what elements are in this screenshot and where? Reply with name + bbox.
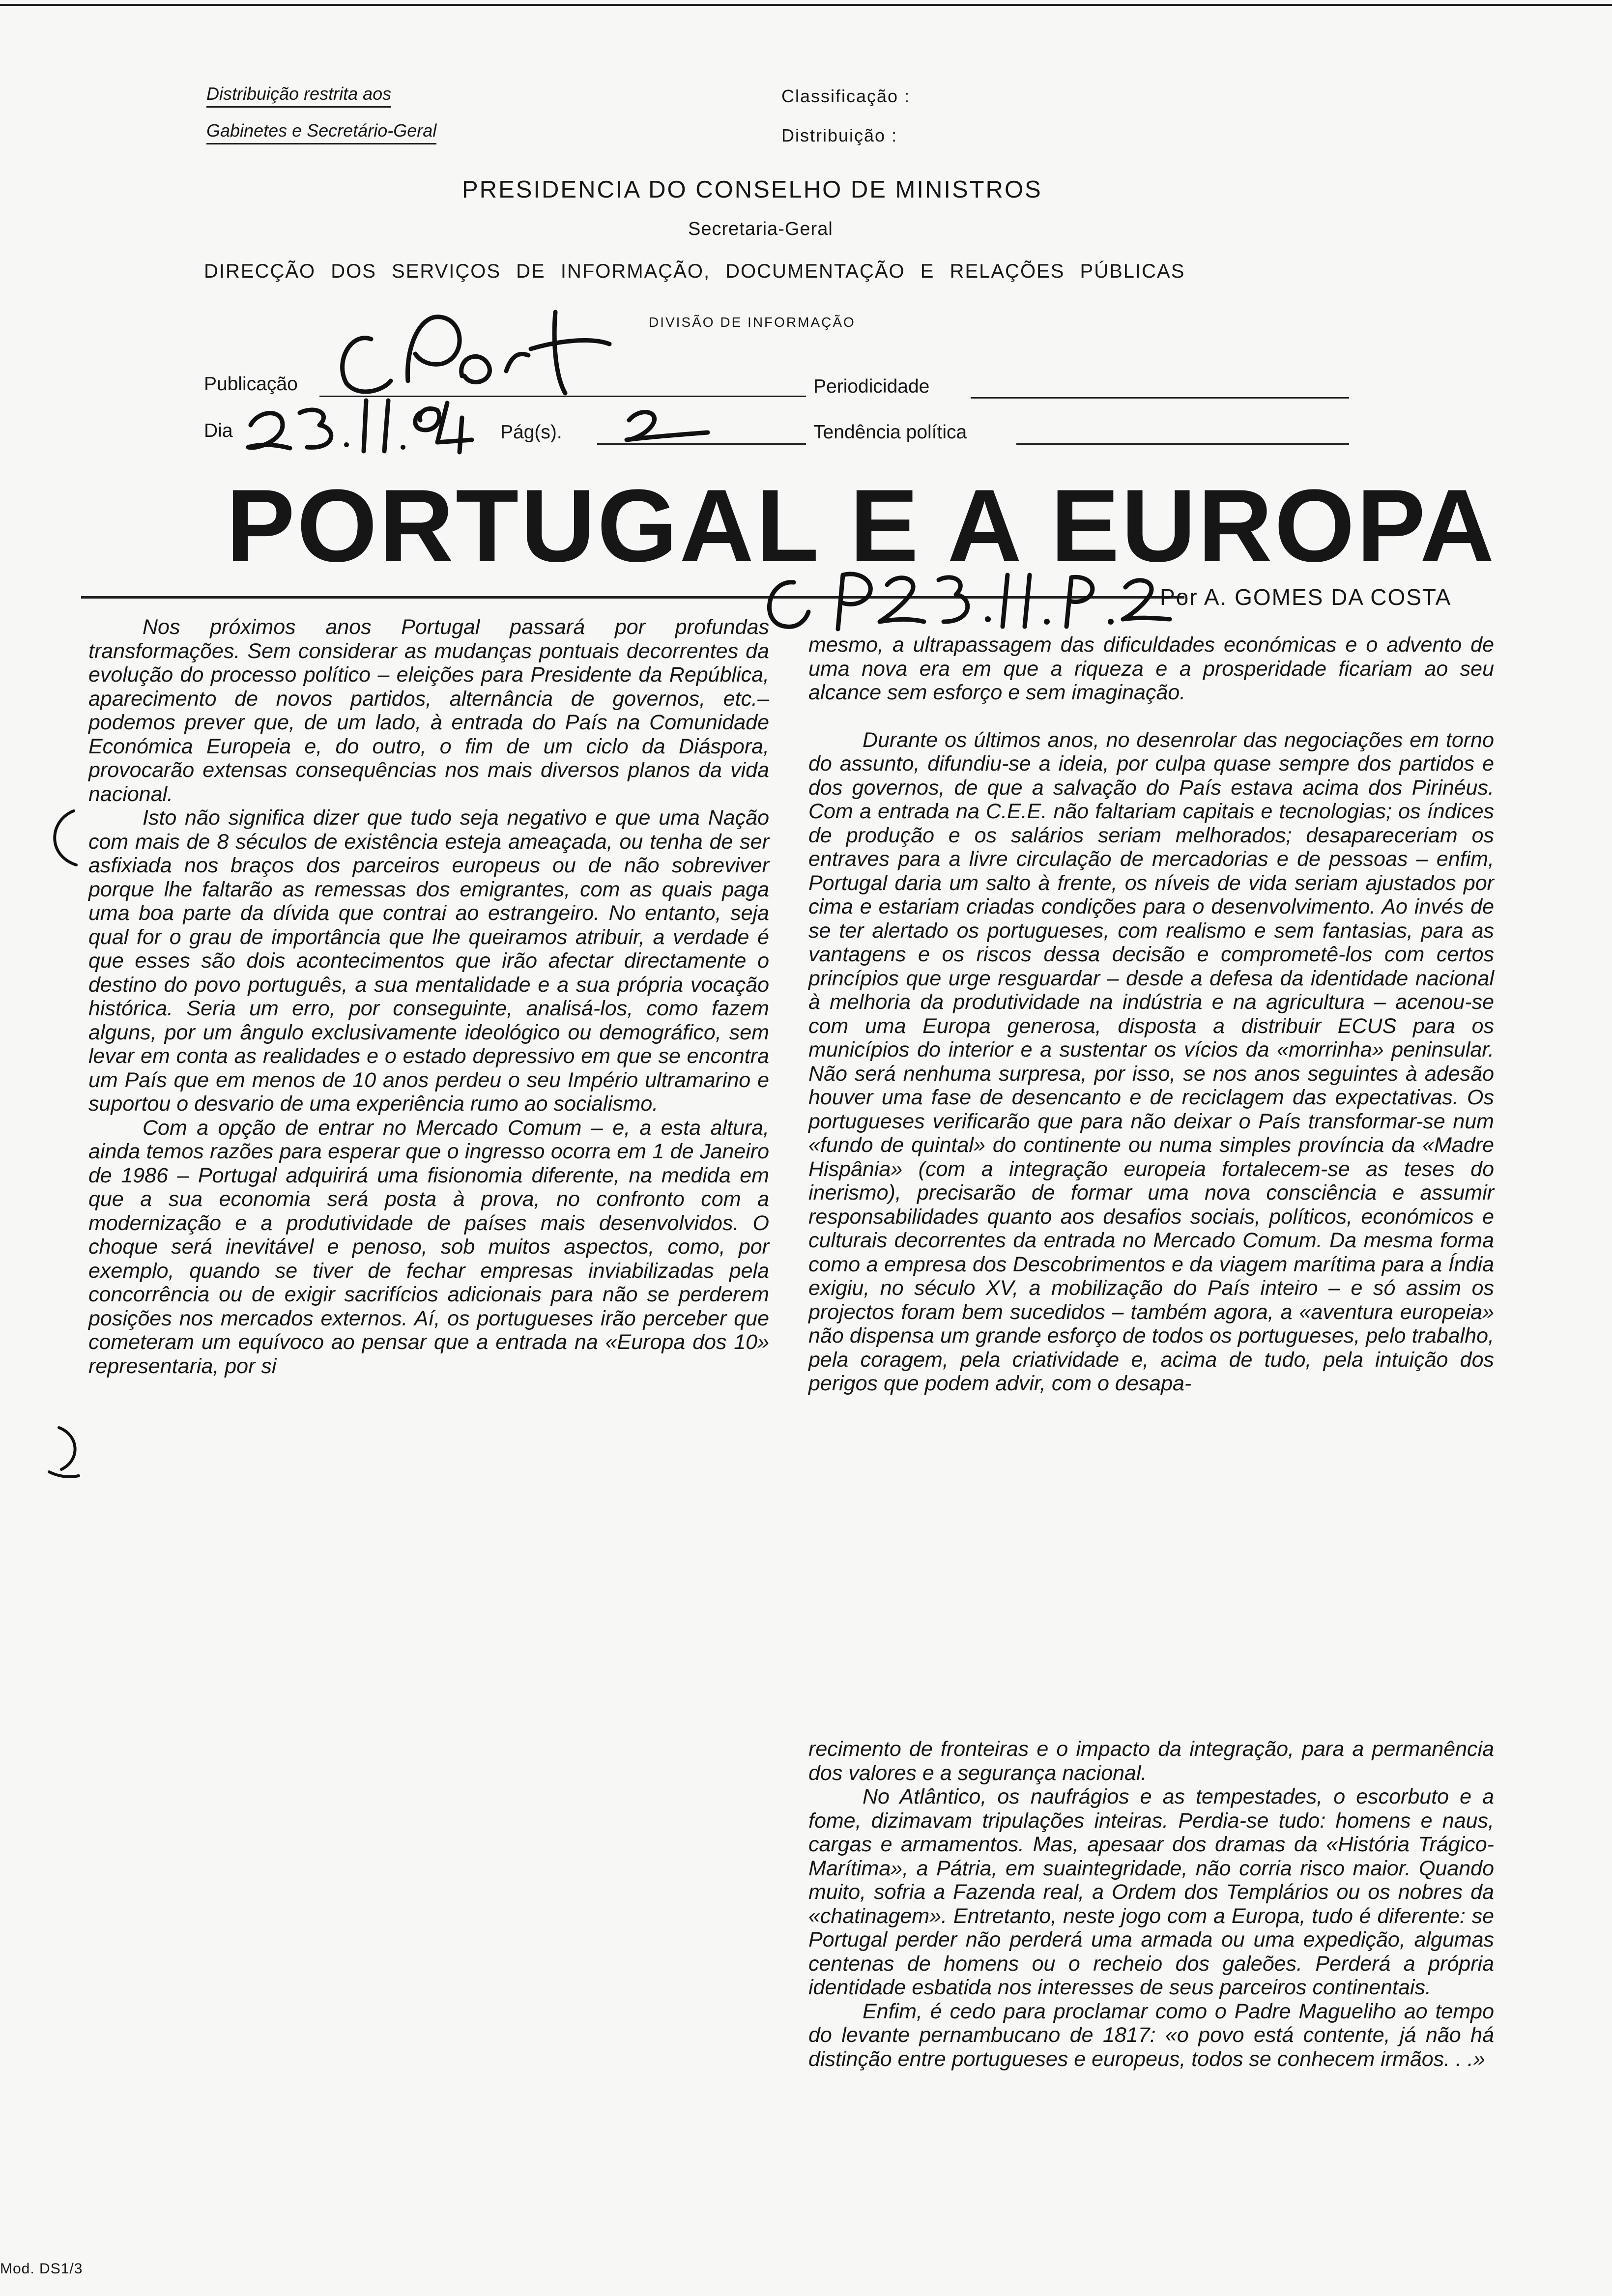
handwritten-reference-stamp-icon [757, 565, 1180, 634]
right-paragraph-1: mesmo, a ultrapassagem das dificuldades económicas e o advento de uma nova era em que a riqueza e a prosperidade ficariam ao seu alcance sem esforço e sem imaginação. [808, 633, 1494, 704]
margin-bracket-mark-icon [39, 806, 84, 870]
institution-title: PRESIDENCIA DO CONSELHO DE MINISTROS [462, 176, 1042, 203]
tendencia-field-line [1016, 443, 1349, 445]
pags-label: Pág(s). [500, 422, 562, 443]
right-paragraph-4: No Atlântico, os naufrágios e as tempestades, o escorbuto e a fome, dizimavam tripulações inteiras. Perdia-se tudo: homens e naus, cargas e armamentos. Mas, apesaar dos dramas da «História Trágico-Marítima», a Pátria, em suaintegridade, não corria risco maior. Quando muito, sofria a Fazenda real, a Ordem dos Templários ou os nobres da «chatinagem». Entretanto, neste jogo com a Europa, tudo é diferente: se Portugal perder não perderá uma armada ou uma expedição, algumas centenas de homens ou o recheio dos galeões. Perderá a própria identidade esbatida nos interesses de seus parceiros continentais. [808, 1785, 1494, 1999]
byline: Por A. GOMES DA COSTA [1160, 584, 1452, 610]
left-paragraph-1: Nos próximos anos Portugal passará por profundas transformações. Sem considerar as mudanças pontuais decorrentes da evolução do processo político – eleições para Presidente da República, aparecimento de novos partidos, alternância de governos, etc.– podemos prever que, de um lado, à entrada do País na Comunidade Económica Europeia e, do outro, o fim de um ciclo da Diáspora, provocarão extensas consequências nos mais diversos planos da vida nacional. [88, 615, 769, 806]
pags-handwritten-icon [617, 403, 715, 447]
distribution-note-line2: Gabinetes e Secretário-Geral [206, 120, 436, 144]
left-paragraph-3: Com a opção de entrar no Mercado Comum – e, a esta altura, ainda temos razões para esperar que o ingresso ocorra em 1 de Janeiro de 1986 – Portugal adquirirá uma fisionomia diferente, na medida em que a sua economia será posta à prova, no confronto com a modernização e a produtividade de países mais desenvolvidos. O choque será inevitável e penoso, sob muitos aspectos, como, por exemplo, quando se tiver de fechar empresas inviabilizadas pela concorrência ou de exigir sacrifícios adicionais para não se perderem posições nos mercados externos. Aí, os portugueses irão perceber que cometeram um equívoco ao pensar que a entrada na «Europa dos 10» representaria, por si [88, 1116, 769, 1378]
distribution-note-line1: Distribuição restrita aos [206, 84, 391, 108]
dia-handwritten-date-icon [241, 383, 477, 457]
division-name: DIVISÃO DE INFORMAÇÃO [649, 315, 856, 330]
distribution-label: Distribuição : [781, 125, 898, 145]
tendencia-label: Tendência política [813, 422, 967, 443]
classification-label: Classificação : [781, 86, 911, 106]
form-model-number: Mod. DS1/3 [0, 2261, 83, 2277]
article-column-right-bottom [808, 1737, 1494, 2071]
secretaria-geral: Secretaria-Geral [688, 219, 833, 239]
right-paragraph-2: Durante os últimos anos, no desenrolar das negociações em torno do assunto, difundiu-se a ideia, por culpa quase sempre dos partidos e dos governos, de que a salvação do País estava acima dos Pirinéus. Com a entrada na C.E.E. não faltariam capitais e tecnologias; os índices de produção e os salários seriam melhorados; desapareceriam os entraves para a livre circulação de mercadorias e de pessoas – enfim, Portugal daria um salto à frente, os níveis de vida seriam ajustados por cima e estariam criadas condições para o desenvolvimento. Ao invés de se ter alertado os portugueses, com realismo e sem fantasias, para as vantagens e os riscos dessa decisão e comprometê-los com certos princípios que urge resguardar – desde a defesa da identidade nacional à melhoria da produtividade na indústria e na agricultura – acenou-se com uma Europa generosa, disposta a distribuir ECUS para os municípios do interior e a sustentar os vícios da «morrinha» peninsular. Não será nenhuma surpresa, por isso, se nos anos seguintes à adesão houver uma fase de desencanto e de reciclagem das expectativas. Os portugueses verificarão que para não deixar o País transformar-se num «fundo de quintal» do continente ou numa simples província da «Madre Hispânia» (com a integração europeia fortalecem-se as teses do inerismo), precisarão de formar uma nova consciência e assumir responsabilidades quanto aos desafios sociais, políticos, económicos e culturais decorrentes da entrada no Mercado Comum. Da mesma forma como a empresa dos Descobrimentos e da viagem marítima para a Índia exigiu, no século XV, a mobilização do País inteiro – e só assim os projectos foram bem sucedidos – também agora, a «aventura europeia» não dispensa um grande esforço de todos os portugueses, pelo trabalho, pela coragem, pela criatividade e, acima de tudo, pela intuição dos perigos que podem advir, com o desapa- [808, 728, 1494, 1395]
top-border [0, 4, 1612, 6]
department-name: DIRECÇÃO DOS SERVIÇOS DE INFORMAÇÃO, DOCUMENTAÇÃO E RELAÇÕES PÚBLICAS [204, 260, 1185, 282]
article-column-left [88, 615, 769, 1378]
margin-bracket-mark-icon-2 [39, 1423, 98, 1482]
right-paragraph-3: recimento de fronteiras e o impacto da integração, para a permanência dos valores e a segurança nacional. [808, 1737, 1494, 1785]
periodicidade-field-line [971, 397, 1349, 399]
periodicidade-label: Periodicidade [813, 376, 930, 397]
article-title: PORTUGAL E A EUROPA [226, 468, 1497, 583]
publicacao-label: Publicação [204, 373, 298, 395]
right-paragraph-5: Enfim, é cedo para proclamar como o Padre Magueliho ao tempo do levante pernambucano de 1817: «o povo está contente, já não há distinção entre portugueses e europeus, todos se conhecem irmãos. . .» [808, 1999, 1494, 2071]
dia-label: Dia [204, 420, 233, 441]
left-paragraph-2: Isto não significa dizer que tudo seja negativo e que uma Nação com mais de 8 séculos de existência esteja ameaçada, ou tenha de ser asfixiada nos braços dos parceiros europeus ou de não sobreviver porque lhe faltarão as remessas dos emigrantes, com as quais paga uma boa parte da dívida que contrai ao estrangeiro. No entanto, seja qual for o grau de importância que lhe queiramos atribuir, a verdade é que esses são dois acontecimentos que irão afectar directamente o destino do povo português, a sua mentalidade e a sua própria vocação histórica. Seria um erro, por conseguinte, analisá-los, como fazem alguns, por um ângulo exclusivamente ideológico ou demográfico, sem levar em conta as realidades e o estado depressivo em que se encontra um País que em menos de 10 anos perdeu o seu Império ultramarino e suportou o desvario de uma experiência rumo ao socialismo. [88, 806, 769, 1116]
article-column-right-top [808, 633, 1494, 1396]
